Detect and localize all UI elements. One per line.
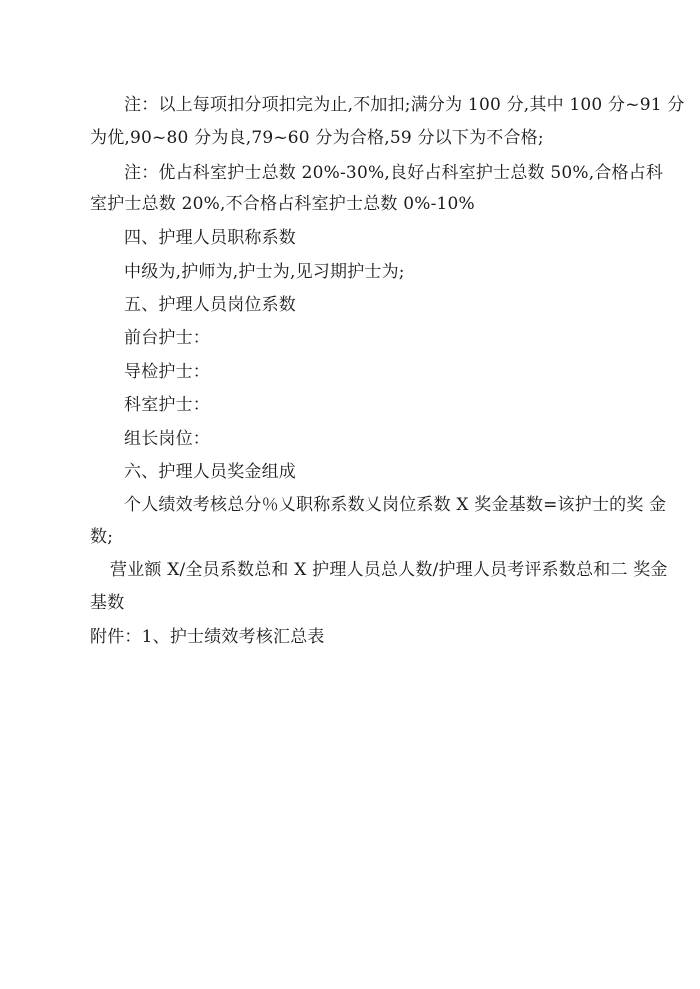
position-guide-nurse: 导检护士： bbox=[124, 362, 210, 382]
note-scoring-rule-line-2: 为优,90~80 分为良,79~60 分为合格,59 分以下为不合格; bbox=[90, 128, 544, 148]
note-scoring-rule-line-1: 注：以上每项扣分项扣完为止,不加扣;满分为 100 分,其中 100 分~91 分 bbox=[124, 95, 685, 115]
title-coefficient-line: 中级为,护师为,护士为,见习期护士为; bbox=[124, 262, 405, 282]
bonus-base-formula-line-2: 基数 bbox=[90, 593, 125, 613]
position-department-nurse: 科室护士： bbox=[124, 395, 210, 415]
note-distribution-line-1: 注：优占科室护士总数 20%-30%,良好占科室护士总数 50%,合格占科 bbox=[124, 163, 664, 183]
bonus-formula-line-2: 数; bbox=[90, 527, 114, 547]
bonus-base-formula-line-1: 营业额 X/全员系数总和 X 护理人员总人数/护理人员考评系数总和二 奖金 bbox=[110, 560, 668, 580]
section-title-4: 四、护理人员职称系数 bbox=[124, 228, 296, 248]
attachment-line: 附件：1、护士绩效考核汇总表 bbox=[90, 627, 325, 647]
bonus-formula-line-1: 个人绩效考核总分％乂职称系数乂岗位系数 X 奖金基数=该护士的奖 金 bbox=[124, 495, 667, 515]
section-title-6: 六、护理人员奖金组成 bbox=[124, 462, 296, 482]
note-distribution-line-2: 室护士总数 20%,不合格占科室护士总数 0%-10% bbox=[90, 194, 475, 214]
position-front-desk-nurse: 前台护士： bbox=[124, 328, 210, 348]
position-team-leader: 组长岗位： bbox=[124, 429, 210, 449]
section-title-5: 五、护理人员岗位系数 bbox=[124, 295, 296, 315]
